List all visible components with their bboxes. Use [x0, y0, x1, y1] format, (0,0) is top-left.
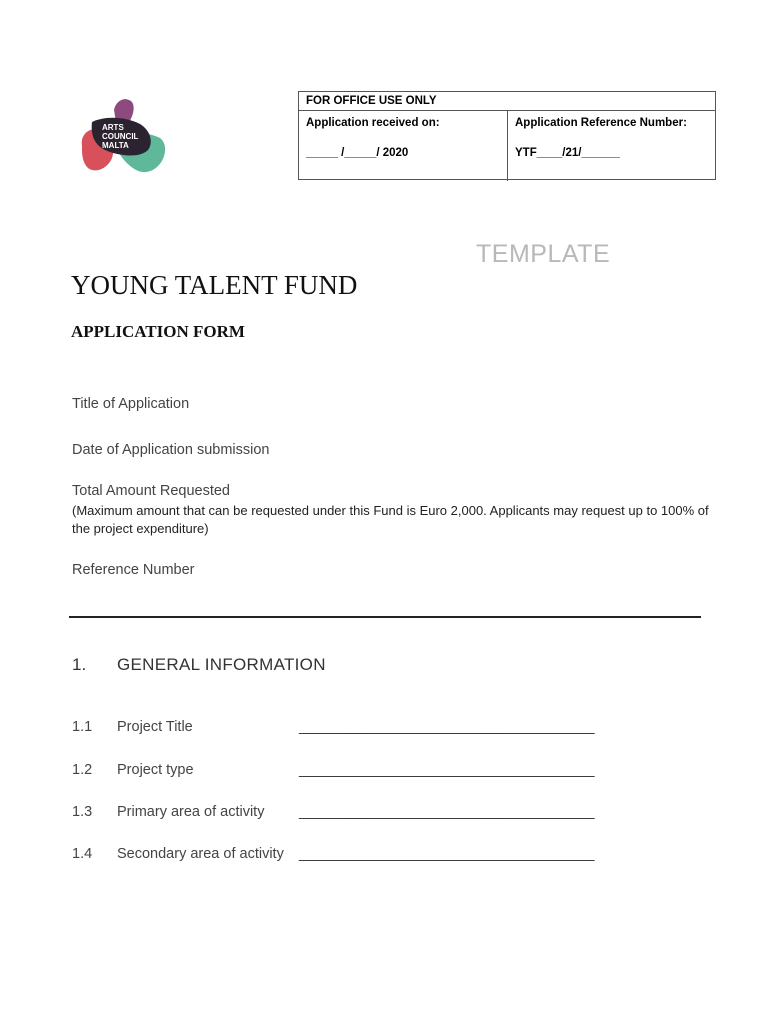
- item-number: 1.2: [72, 762, 93, 778]
- received-cell: [299, 111, 507, 181]
- section-divider: [69, 616, 701, 618]
- logo-text-line-2: COUNCIL: [102, 132, 139, 141]
- reference-value: YTF____/21/______: [515, 147, 620, 159]
- list-item: [72, 804, 632, 824]
- total-amount-label: Total Amount Requested: [72, 483, 230, 499]
- section-number: 1.: [72, 655, 87, 674]
- document-subtitle: APPLICATION FORM: [71, 322, 245, 341]
- document-title: YOUNG TALENT FUND: [71, 270, 358, 300]
- logo-text-line-1: ARTS: [102, 123, 124, 132]
- office-use-heading: FOR OFFICE USE ONLY: [299, 92, 715, 111]
- received-label: Application received on:: [306, 117, 440, 129]
- list-item: [72, 762, 632, 782]
- reference-number-label: Reference Number: [72, 562, 195, 578]
- item-blank-line[interactable]: _______________________________________: [299, 719, 595, 735]
- item-label: Project Title: [117, 719, 193, 735]
- item-blank-line[interactable]: _______________________________________: [299, 804, 595, 820]
- arts-council-malta-logo: [76, 94, 170, 178]
- logo-text-line-3: MALTA: [102, 141, 129, 150]
- list-item: [72, 846, 632, 866]
- received-value: _____ /_____/ 2020: [306, 147, 409, 159]
- item-blank-line[interactable]: _______________________________________: [299, 846, 595, 862]
- item-label: Secondary area of activity: [117, 846, 284, 862]
- date-of-submission-label: Date of Application submission: [72, 442, 270, 458]
- item-number: 1.1: [72, 719, 93, 735]
- list-item: [72, 719, 632, 739]
- title-of-application-label: Title of Application: [72, 396, 190, 412]
- item-number: 1.3: [72, 804, 93, 820]
- office-use-row: [299, 111, 715, 181]
- section-title: GENERAL INFORMATION: [117, 655, 326, 674]
- template-watermark: TEMPLATE: [476, 240, 611, 268]
- amount-note: (Maximum amount that can be requested under this Fund is Euro 2,000. Applicants may request up to 100% of the project expenditure): [72, 503, 709, 536]
- reference-label: Application Reference Number:: [515, 117, 687, 129]
- item-label: Primary area of activity: [117, 804, 265, 820]
- logo-graphic: [76, 94, 170, 178]
- item-label: Project type: [117, 762, 194, 778]
- office-use-box: [298, 91, 716, 180]
- reference-cell: [507, 111, 715, 181]
- item-blank-line[interactable]: _______________________________________: [299, 762, 595, 778]
- item-number: 1.4: [72, 846, 93, 862]
